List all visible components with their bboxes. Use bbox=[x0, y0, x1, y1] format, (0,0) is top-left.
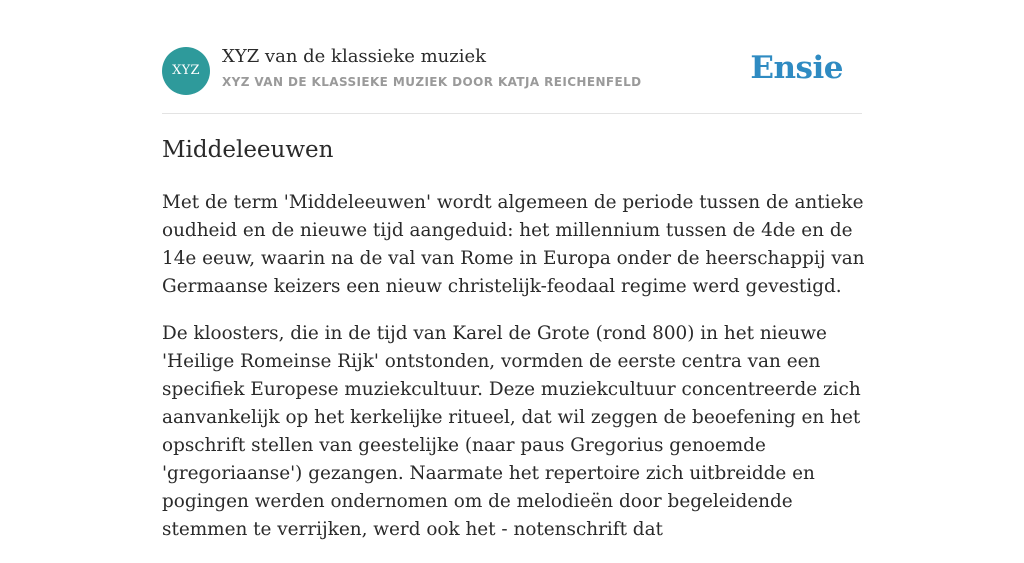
header bbox=[162, 0, 862, 114]
article-title: Middeleeuwen bbox=[162, 137, 334, 163]
article-paragraph: Met de term 'Middeleeuwen' wordt algemeen de periode tussen de antieke oudheid en de nieuwe tijd aangeduid: het millennium tussen de 4de en de 14e eeuw, waarin na de val van Rome in Europa onder de heerschappij van Germaanse keizers een nieuw christelijk-feodaal regime werd gevestigd. bbox=[162, 192, 865, 297]
publication-title[interactable]: XYZ van de klassieke muziek bbox=[222, 46, 487, 67]
article-body bbox=[162, 189, 866, 563]
publication-subtitle: XYZ VAN DE KLASSIEKE MUZIEK DOOR KATJA REICHENFELD bbox=[222, 75, 642, 89]
ensie-logo[interactable]: Ensie bbox=[750, 50, 843, 86]
publication-avatar[interactable]: XYZ bbox=[162, 47, 210, 95]
page bbox=[162, 0, 865, 540]
article-paragraph: De kloosters, die in de tijd van Karel de Grote (rond 800) in het nieuwe 'Heilige Romeinse Rijk' ontstonden, vormden de eerste centra van een specifiek Europese muziekcultuur. Deze muziekcultuur concentreerde zich aanvankelijk op het kerkelijke ritueel, dat wil zeggen de beoefening en het opschrift stellen van geestelijke (naar paus Gregorius genoemde 'gregoriaanse') gezangen. Naarmate het repertoire zich uitbreidde en pogingen werden ondernomen om de melodieën door begeleidende stemmen te verrijken, werd ook het - notenschrift dat bbox=[162, 323, 861, 540]
